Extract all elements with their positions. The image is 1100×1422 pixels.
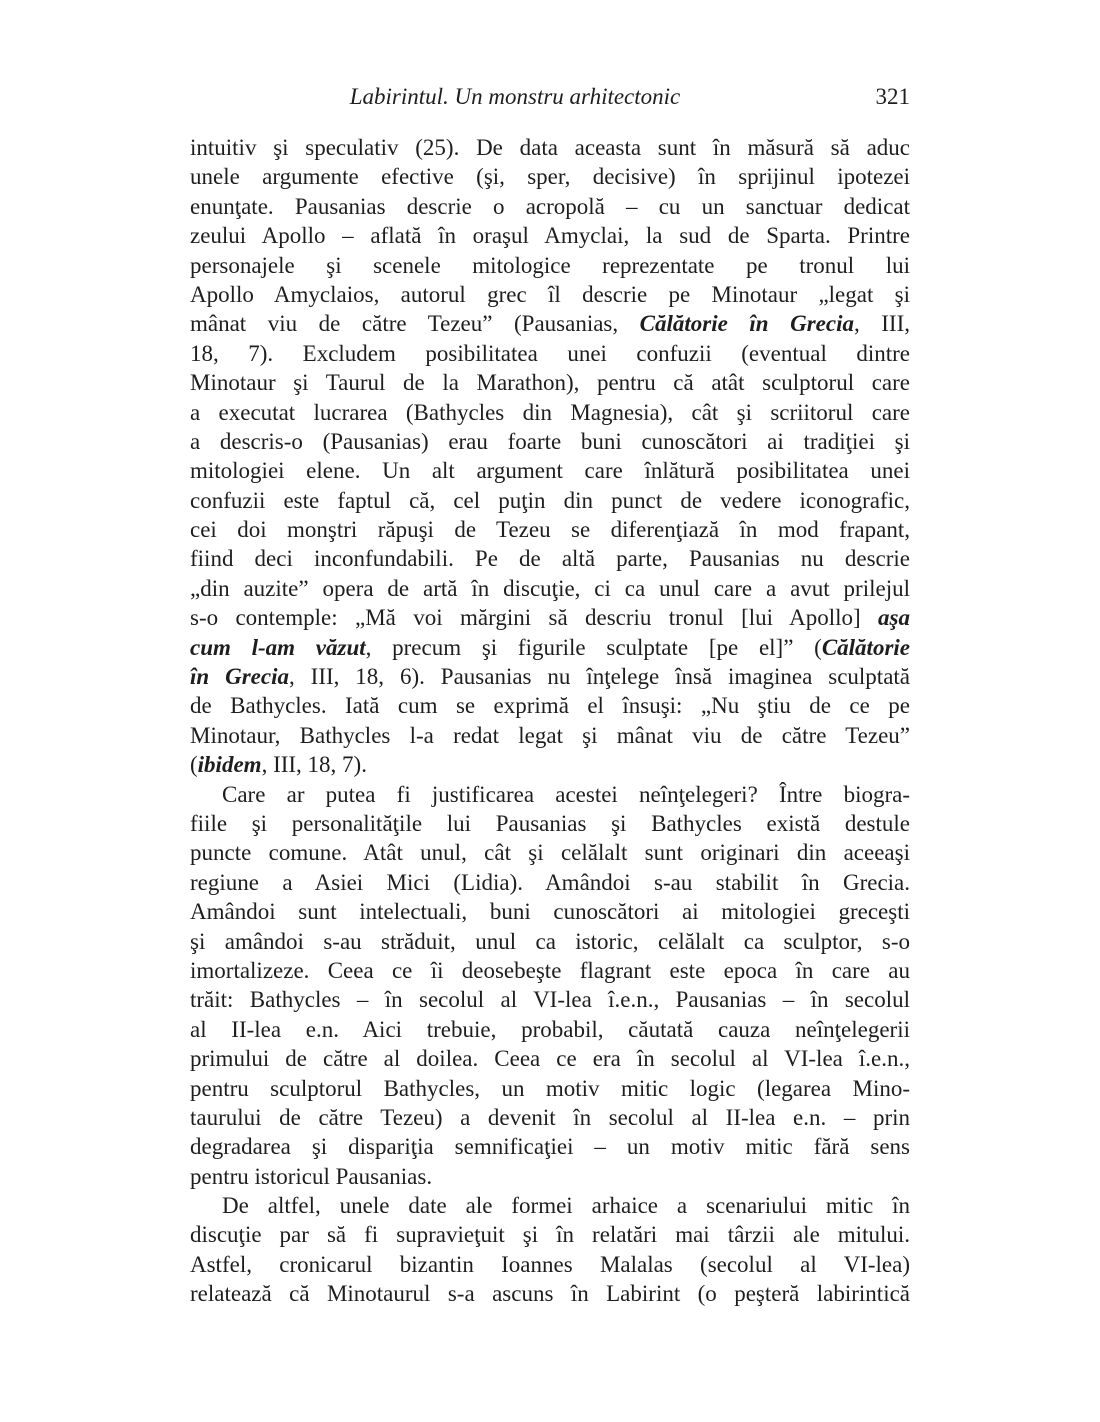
text-line	[190, 1162, 910, 1191]
emphasized-text: în Grecia	[190, 664, 289, 690]
text-line	[190, 780, 910, 809]
text-line	[190, 1132, 910, 1161]
body-text: intuitiv şi speculativ (25). De data aceasta sunt în măsură să aduc	[190, 135, 910, 160]
body-text: a executat lucrarea (Bathycles din Magnesia), cât şi scriitorul care	[190, 399, 910, 425]
running-head-title: Labirintul. Un monstru arhitectonic	[349, 84, 681, 109]
text-line	[190, 897, 910, 926]
body-text: , III, 18, 7).	[261, 752, 367, 778]
body-text: enunţate. Pausanias descrie o acropolă – cu un sanctuar dedicat	[190, 193, 910, 219]
body-text: pentru istoricul Pausanias.	[190, 1163, 433, 1189]
text-line	[190, 1191, 910, 1220]
body-text: cei doi monştri răpuşi de Tezeu se diferenţiază în mod frapant,	[190, 517, 910, 543]
text-line	[190, 398, 910, 427]
body-text: de Bathycles. Iată cum se exprimă el însuşi: „Nu ştiu de ce pe	[190, 693, 910, 719]
text-line	[190, 750, 910, 779]
text-line	[190, 721, 910, 750]
body-text: s-o contemple: „Mă voi mărgini să descriu tronul [lui Apollo]	[190, 605, 879, 631]
text-line	[190, 309, 910, 338]
body-text: mânat viu de către Tezeu” (Pausanias,	[190, 311, 640, 337]
body-text: al II-lea e.n. Aici trebuie, probabil, căutată cauza neînţelegerii	[190, 1016, 910, 1042]
text-line	[190, 427, 910, 456]
body-text: taurului de către Tezeu) a devenit în secolul al II-lea e.n. – prin	[190, 1104, 910, 1130]
text-block	[190, 133, 910, 1309]
text-line	[190, 1250, 910, 1279]
body-text: fiile şi personalităţile lui Pausanias şi Bathycles există destule	[190, 810, 910, 836]
emphasized-text: Călătorie în Grecia	[639, 311, 854, 337]
body-text: zeului Apollo – aflată în oraşul Amyclai, la sud de Sparta. Printre	[190, 223, 910, 249]
body-text: regiune a Asiei Mici (Lidia). Amândoi s-au stabilit în Grecia.	[190, 869, 910, 895]
text-line	[190, 633, 910, 662]
text-line	[190, 1103, 910, 1132]
body-text: „din auzite” opera de artă în discuţie, ci ca unul care a avut prilejul	[190, 575, 910, 601]
emphasized-text: cum l-am văzut	[190, 634, 366, 660]
body-text: pentru sculptorul Bathycles, un motiv mitic logic (legarea Mino-	[190, 1075, 910, 1101]
body-text: , precum şi figurile sculptate [pe el]” (	[365, 634, 822, 660]
text-line	[190, 162, 910, 191]
body-text: fiind deci inconfundabili. Pe de altă parte, Pausanias nu descrie	[190, 546, 910, 572]
page-number: 321	[875, 84, 910, 109]
body-text: confuzii este faptul că, cel puţin din punct de vedere iconografic,	[190, 487, 910, 513]
body-text: şi amândoi s-au străduit, unul ca istoric, celălalt ca sculptor, s-o	[190, 928, 910, 954]
text-line	[190, 133, 910, 162]
body-text: Amândoi sunt intelectuali, buni cunoscători ai mitologiei greceşti	[190, 899, 910, 925]
text-line	[190, 221, 910, 250]
body-text: unele argumente efective (şi, sper, decisive) în sprijinul ipotezei	[190, 164, 910, 190]
text-line	[190, 1015, 910, 1044]
text-line	[190, 251, 910, 280]
text-line	[190, 927, 910, 956]
text-line	[190, 574, 910, 603]
body-text: Minotaur, Bathycles l-a redat legat şi mânat viu de către Tezeu”	[190, 722, 910, 748]
body-text: (	[190, 752, 198, 778]
body-text: primului de către al doilea. Ceea ce era în secolul al VI-lea î.e.n.,	[190, 1046, 910, 1072]
text-line	[190, 809, 910, 838]
body-text: , III, 18, 6). Pausanias nu înţelege însă imaginea sculptată	[288, 664, 910, 690]
body-text: Apollo Amyclaios, autorul grec îl descrie pe Minotaur „legat şi	[190, 281, 910, 307]
body-text: , III,	[853, 311, 910, 337]
body-text: Minotaur şi Taurul de la Marathon), pentru că atât sculptorul care	[190, 370, 910, 396]
text-line	[190, 544, 910, 573]
text-line	[190, 515, 910, 544]
body-text: a descris-o (Pausanias) erau foarte buni cunoscători ai tradiţiei şi	[190, 428, 910, 454]
emphasized-text: Călătorie	[821, 634, 910, 660]
body-text: imortalizeze. Ceea ce îi deosebeşte flagrant este epoca în care au	[190, 957, 910, 983]
text-line	[190, 662, 910, 691]
text-line	[190, 1220, 910, 1249]
text-line	[190, 280, 910, 309]
body-text: puncte comune. Atât unul, cât şi celălalt sunt originari din aceeaşi	[190, 840, 910, 866]
running-head	[190, 84, 910, 114]
text-line	[190, 868, 910, 897]
body-text: De altfel, unele date ale formei arhaice a scenariului mitic în	[222, 1193, 910, 1219]
body-text: relatează că Minotaurul s-a ascuns în Labirint (o peşteră labirintică	[190, 1281, 910, 1307]
body-text: personajele şi scenele mitologice reprezentate pe tronul lui	[190, 252, 910, 278]
text-line	[190, 691, 910, 720]
body-text: discuţie par să fi supravieţuit şi în relatări mai târzii ale mitului.	[190, 1222, 910, 1248]
text-line	[190, 192, 910, 221]
text-line	[190, 956, 910, 985]
body-text: degradarea şi dispariţia semnificaţiei – un motiv mitic fără sens	[190, 1134, 910, 1160]
text-line	[190, 456, 910, 485]
emphasized-text: ibidem	[197, 752, 262, 778]
body-text: mitologiei elene. Un alt argument care înlătură posibilitatea unei	[190, 458, 910, 484]
text-line	[190, 603, 910, 632]
emphasized-text: aşa	[878, 605, 910, 631]
body-text: 18, 7). Excludem posibilitatea unei confuzii (eventual dintre	[190, 340, 910, 366]
text-line	[190, 1074, 910, 1103]
body-text: Care ar putea fi justificarea acestei neînţelegeri? Între biogra-	[222, 781, 910, 807]
text-line	[190, 368, 910, 397]
body-text: trăit: Bathycles – în secolul al VI-lea î.e.n., Pausanias – în secolul	[190, 987, 910, 1013]
text-line	[190, 838, 910, 867]
text-line	[190, 486, 910, 515]
text-line	[190, 1279, 910, 1308]
body-text: Astfel, cronicarul bizantin Ioannes Malalas (secolul al VI-lea)	[190, 1251, 910, 1277]
text-line	[190, 1044, 910, 1073]
text-line	[190, 985, 910, 1014]
text-line	[190, 339, 910, 368]
